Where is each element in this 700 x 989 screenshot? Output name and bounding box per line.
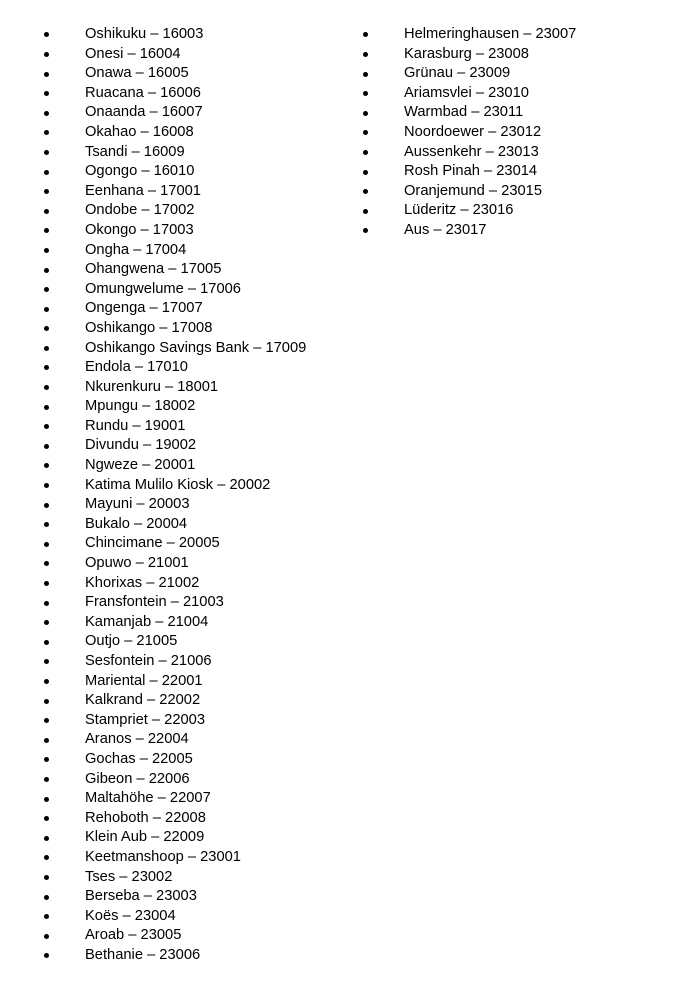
bullet-icon (44, 914, 49, 919)
list-item (44, 339, 349, 359)
list-item-label: Mpungu – 18002 (85, 398, 196, 415)
list-item-label: Bethanie – 23006 (85, 946, 201, 963)
bullet-icon (44, 189, 49, 194)
list-item-label: Stampriet – 22003 (85, 711, 206, 728)
list-item (363, 201, 683, 221)
list-item-label: Endola – 17010 (85, 359, 188, 376)
bullet-icon (363, 72, 368, 77)
list-item-label: Opuwo – 21001 (85, 555, 189, 572)
list-item (44, 574, 349, 594)
list-item-label: Chincimane – 20005 (85, 535, 220, 552)
bullet-icon (363, 209, 368, 214)
list-item-label: Noordoewer – 23012 (404, 123, 542, 140)
list-item (44, 182, 349, 202)
bullet-icon (363, 189, 368, 194)
bullet-icon (44, 777, 49, 782)
list-item-label: Nkurenkuru – 18001 (85, 378, 219, 395)
bullet-icon (44, 287, 49, 292)
list-item-label: Helmeringhausen – 23007 (404, 26, 577, 42)
list-item (44, 515, 349, 535)
list-item-label: Grünau – 23009 (404, 65, 511, 82)
bullet-icon (44, 757, 49, 762)
bullet-icon (44, 91, 49, 96)
bullet-icon (44, 463, 49, 468)
bullet-icon (44, 953, 49, 958)
list-item-label: Gibeon – 22006 (85, 770, 190, 787)
bullet-icon (44, 895, 49, 900)
bullet-icon (44, 561, 49, 566)
list-item-label: Katima Mulilo Kiosk – 20002 (85, 476, 271, 493)
bullet-icon (363, 228, 368, 233)
bullet-icon (44, 797, 49, 802)
list-item (44, 319, 349, 339)
list-item-label: Onesi – 16004 (85, 45, 181, 62)
list-item (363, 64, 683, 84)
list-item (44, 25, 349, 45)
bullet-icon (44, 209, 49, 214)
bullet-icon (363, 91, 368, 96)
bullet-icon (44, 326, 49, 331)
bullet-icon (44, 718, 49, 723)
list-item-label: Outjo – 21005 (85, 633, 178, 650)
list-item-label: Ogongo – 16010 (85, 163, 195, 180)
list-item (44, 241, 349, 261)
list-item-label: Onawa – 16005 (85, 65, 189, 82)
list-item (44, 103, 349, 123)
list-item-label: Ohangwena – 17005 (85, 261, 222, 278)
list-item-label: Tsandi – 16009 (85, 143, 185, 160)
list-item (44, 848, 349, 868)
list-item-label: Omungwelume – 17006 (85, 280, 241, 297)
list-item-label: Koës – 23004 (85, 907, 176, 924)
bullet-icon (44, 699, 49, 704)
list-item (44, 554, 349, 574)
list-item (44, 672, 349, 692)
list-item-label: Ongenga – 17007 (85, 300, 203, 317)
list-item-label: Eenhana – 17001 (85, 182, 201, 199)
list-item (44, 260, 349, 280)
postal-code-list-left-column (44, 25, 349, 966)
list-item (44, 828, 349, 848)
list-item (44, 280, 349, 300)
list-item-label: Ruacana – 16006 (85, 84, 201, 101)
list-item (44, 809, 349, 829)
bullet-icon (44, 170, 49, 175)
list-item-label: Aus – 23017 (404, 221, 487, 238)
list-item-label: Aussenkehr – 23013 (404, 143, 539, 160)
bullet-icon (44, 268, 49, 273)
bullet-icon (44, 405, 49, 410)
list-item-label: Kalkrand – 22002 (85, 692, 201, 709)
list-item (44, 730, 349, 750)
list-item-label: Oranjemund – 23015 (404, 182, 542, 199)
list-item (44, 123, 349, 143)
bullet-icon (44, 248, 49, 253)
bullet-icon (44, 130, 49, 135)
bullet-icon (44, 150, 49, 155)
list-item (44, 299, 349, 319)
bullet-icon (44, 444, 49, 449)
postal-code-list-right-column (363, 25, 683, 241)
list-item (363, 103, 683, 123)
list-item-label: Ongha – 17004 (85, 241, 187, 258)
bullet-icon (44, 483, 49, 488)
list-item-label: Oshikuku – 16003 (85, 26, 204, 42)
list-item (44, 436, 349, 456)
list-item-label: Klein Aub – 22009 (85, 829, 205, 846)
list-item (44, 593, 349, 613)
list-item-label: Lüderitz – 23016 (404, 202, 514, 219)
list-item (44, 476, 349, 496)
list-item (44, 378, 349, 398)
bullet-icon (44, 32, 49, 37)
list-item-label: Gochas – 22005 (85, 750, 193, 767)
bullet-icon (44, 934, 49, 939)
list-item (363, 182, 683, 202)
bullet-icon (44, 111, 49, 116)
bullet-icon (44, 581, 49, 586)
list-item-label: Rosh Pinah – 23014 (404, 163, 538, 180)
list-item (363, 143, 683, 163)
list-item-label: Divundu – 19002 (85, 437, 197, 454)
list-item-label: Okahao – 16008 (85, 123, 194, 140)
bullet-icon (363, 32, 368, 37)
list-item (44, 221, 349, 241)
bullet-icon (44, 620, 49, 625)
list-item-label: Oshikango – 17008 (85, 319, 213, 336)
bullet-icon (44, 679, 49, 684)
bullet-icon (363, 170, 368, 175)
list-item (44, 907, 349, 927)
list-item (44, 652, 349, 672)
list-item (44, 534, 349, 554)
bullet-icon (44, 385, 49, 390)
list-item-label: Kamanjab – 21004 (85, 613, 209, 630)
list-item-label: Sesfontein – 21006 (85, 653, 212, 669)
list-item (44, 946, 349, 966)
list-item-label: Mariental – 22001 (85, 672, 203, 689)
bullet-icon (44, 365, 49, 370)
list-item (44, 691, 349, 711)
bullet-icon (44, 640, 49, 645)
bullet-icon (363, 130, 368, 135)
list-item (363, 221, 683, 241)
bullet-icon (44, 601, 49, 606)
bullet-icon (363, 150, 368, 155)
list-item-label: Khorixas – 21002 (85, 574, 200, 591)
list-item-label: Mayuni – 20003 (85, 496, 190, 513)
bullet-icon (44, 72, 49, 77)
list-item-label: Karasburg – 23008 (404, 45, 529, 62)
list-item-label: Rundu – 19001 (85, 417, 186, 434)
list-item (44, 358, 349, 378)
bullet-icon (44, 659, 49, 664)
list-item (44, 613, 349, 633)
list-item (363, 162, 683, 182)
bullet-icon (44, 228, 49, 233)
list-item (363, 45, 683, 65)
list-item (44, 926, 349, 946)
bullet-icon (363, 52, 368, 57)
list-item-label: Maltahöhe – 22007 (85, 790, 211, 807)
bullet-icon (363, 111, 368, 116)
list-item (44, 632, 349, 652)
list-item-label: Rehoboth – 22008 (85, 809, 206, 826)
list-item-label: Okongo – 17003 (85, 221, 194, 238)
bullet-icon (44, 424, 49, 429)
list-item (44, 84, 349, 104)
list-item (44, 162, 349, 182)
list-item (44, 64, 349, 84)
list-item-label: Aranos – 22004 (85, 731, 189, 748)
list-item-label: Ngweze – 20001 (85, 457, 196, 474)
list-item (44, 711, 349, 731)
list-item-label: Aroab – 23005 (85, 927, 182, 944)
list-item (44, 750, 349, 770)
bullet-icon (44, 738, 49, 743)
bullet-icon (44, 836, 49, 841)
bullet-icon (44, 855, 49, 860)
bullet-icon (44, 875, 49, 880)
list-item (44, 789, 349, 809)
list-item-label: Tses – 23002 (85, 868, 173, 885)
list-item (44, 143, 349, 163)
list-item-label: Onaanda – 16007 (85, 104, 203, 121)
list-item (44, 495, 349, 515)
list-item-label: Berseba – 23003 (85, 888, 197, 905)
list-item (44, 456, 349, 476)
list-item (44, 770, 349, 790)
bullet-icon (44, 503, 49, 508)
list-item-label: Warmbad – 23011 (404, 104, 524, 121)
list-item (44, 868, 349, 888)
list-item (44, 417, 349, 437)
bullet-icon (44, 542, 49, 547)
list-item (44, 397, 349, 417)
list-item (44, 45, 349, 65)
bullet-icon (44, 307, 49, 312)
list-item (44, 887, 349, 907)
list-item-label: Ondobe – 17002 (85, 202, 195, 219)
list-item (363, 123, 683, 143)
list-item-label: Ariamsvlei – 23010 (404, 84, 529, 101)
bullet-icon (44, 522, 49, 527)
list-item-label: Oshikango Savings Bank – 17009 (85, 339, 307, 356)
list-item-label: Fransfontein – 21003 (85, 594, 224, 611)
list-item (363, 25, 683, 45)
list-item-label: Keetmanshoop – 23001 (85, 848, 241, 865)
list-item (363, 84, 683, 104)
list-item (44, 201, 349, 221)
bullet-icon (44, 52, 49, 57)
bullet-icon (44, 346, 49, 351)
list-item-label: Bukalo – 20004 (85, 515, 188, 532)
bullet-icon (44, 816, 49, 821)
